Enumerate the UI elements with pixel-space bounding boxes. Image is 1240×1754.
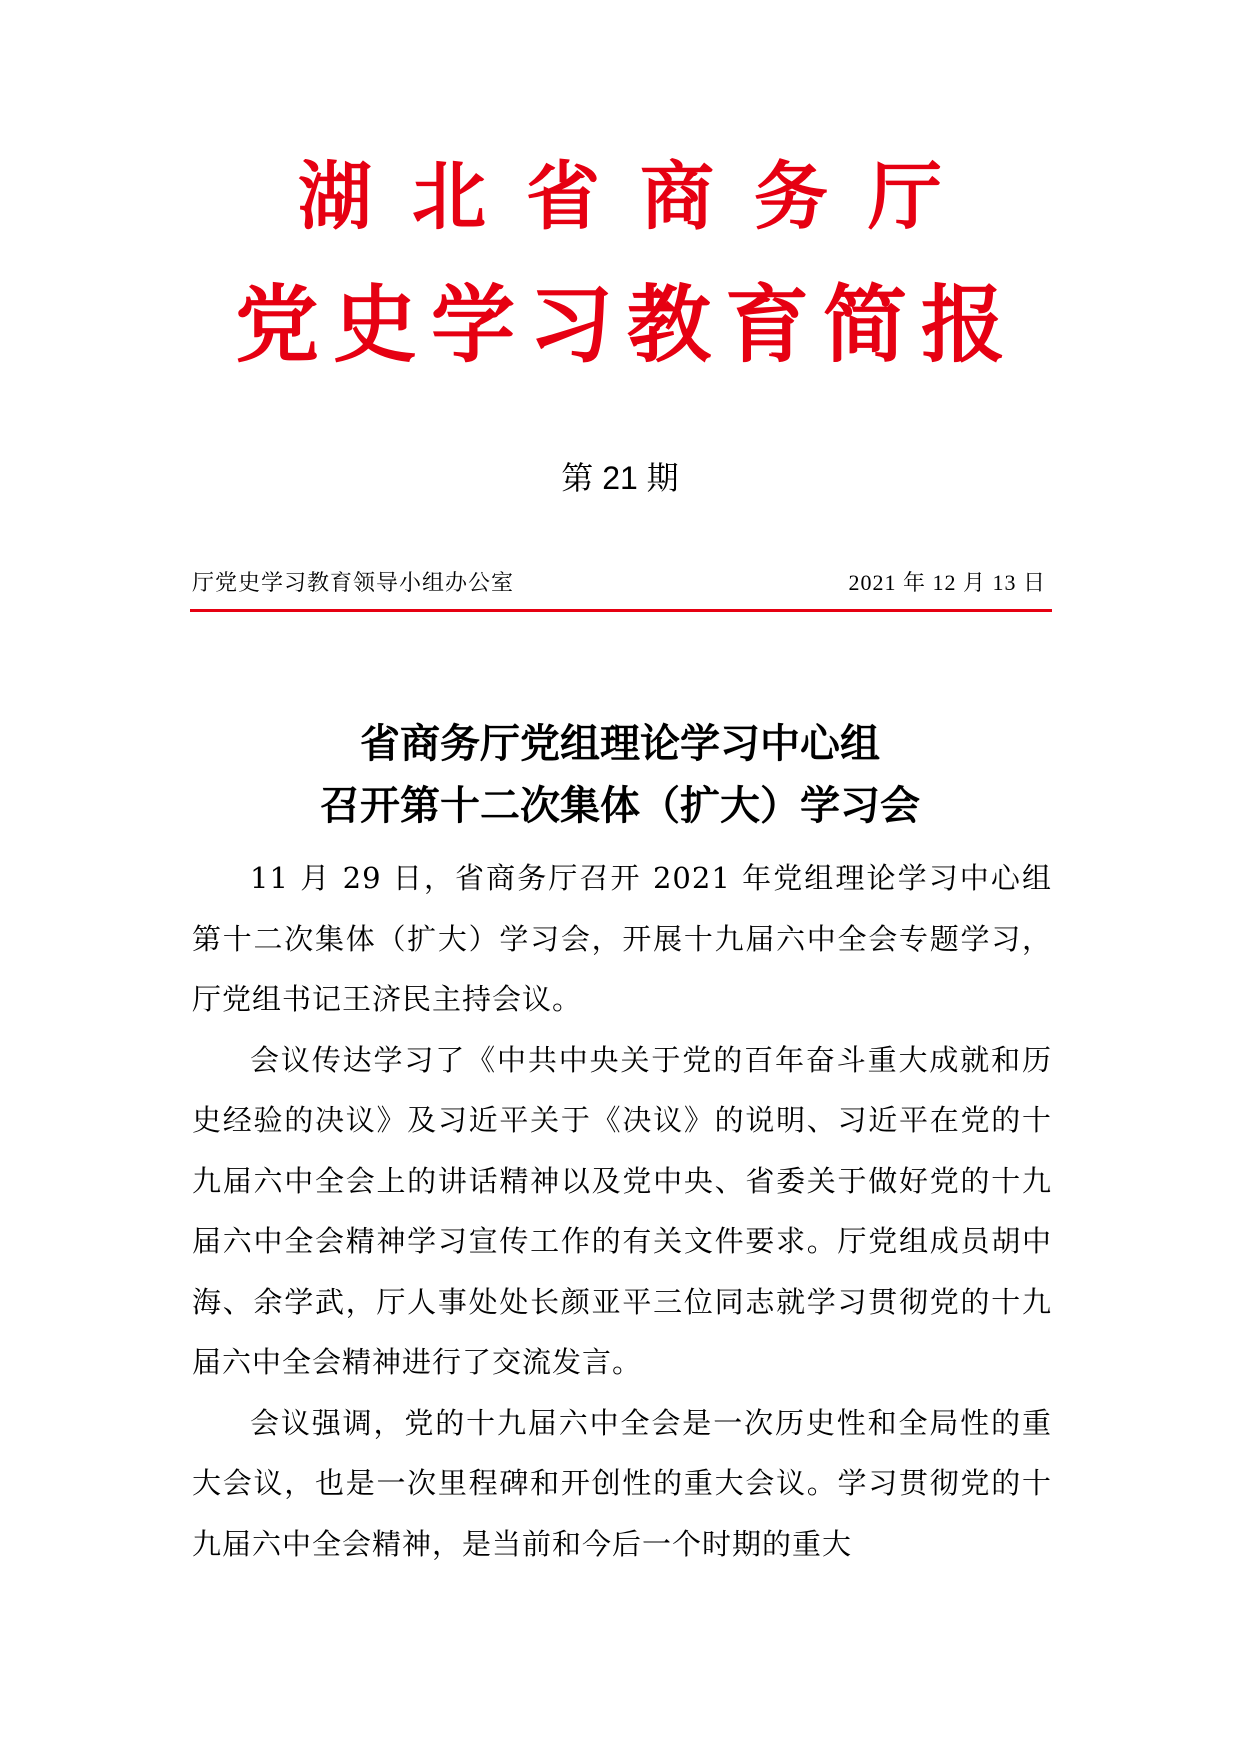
- article-headline-line-1: 省商务厅党组理论学习中心组: [360, 721, 880, 767]
- masthead-title-org: 湖北省商务厅: [298, 154, 982, 240]
- masthead-title-bulletin: 党史学习教育简报: [234, 275, 1019, 374]
- article-paragraph: 11 月 29 日，省商务厅召开 2021 年党组理论学习中心组第十二次集体（扩大）学习会，开展十九届六中全会专题学习，厅党组书记王济民主持会议。: [192, 861, 1052, 1016]
- article-body: [192, 848, 1052, 1574]
- issue-date: 2021 年 12 月 13 日: [848, 570, 1046, 595]
- article-paragraph: 会议强调，党的十九届六中全会是一次历史性和全局性的重大会议，也是一次里程碑和开创性的重大会议。学习贯彻党的十九届六中全会精神，是当前和今后一个时期的重大: [192, 1405, 1052, 1561]
- issue-number: 第 21 期: [561, 460, 679, 496]
- issuing-office: 厅党史学习教育领导小组办公室: [192, 570, 515, 595]
- article-paragraph: 会议传达学习了《中共中央关于党的百年奋斗重大成就和历史经验的决议》及习近平关于《决议》的说明、习近平在党的十九届六中全会上的讲话精神以及党中央、省委关于做好党的十九届六中全会精神学习宣传工作的有关文件要求。厅党组成员胡中海、余学武，厅人事处处长颜亚平三位同志就学习贯彻党的十九届六中全会精神进行了交流发言。: [192, 1042, 1052, 1379]
- article-headline-line-2: 召开第十二次集体（扩大）学习会: [320, 783, 920, 829]
- red-divider-line: [190, 609, 1052, 612]
